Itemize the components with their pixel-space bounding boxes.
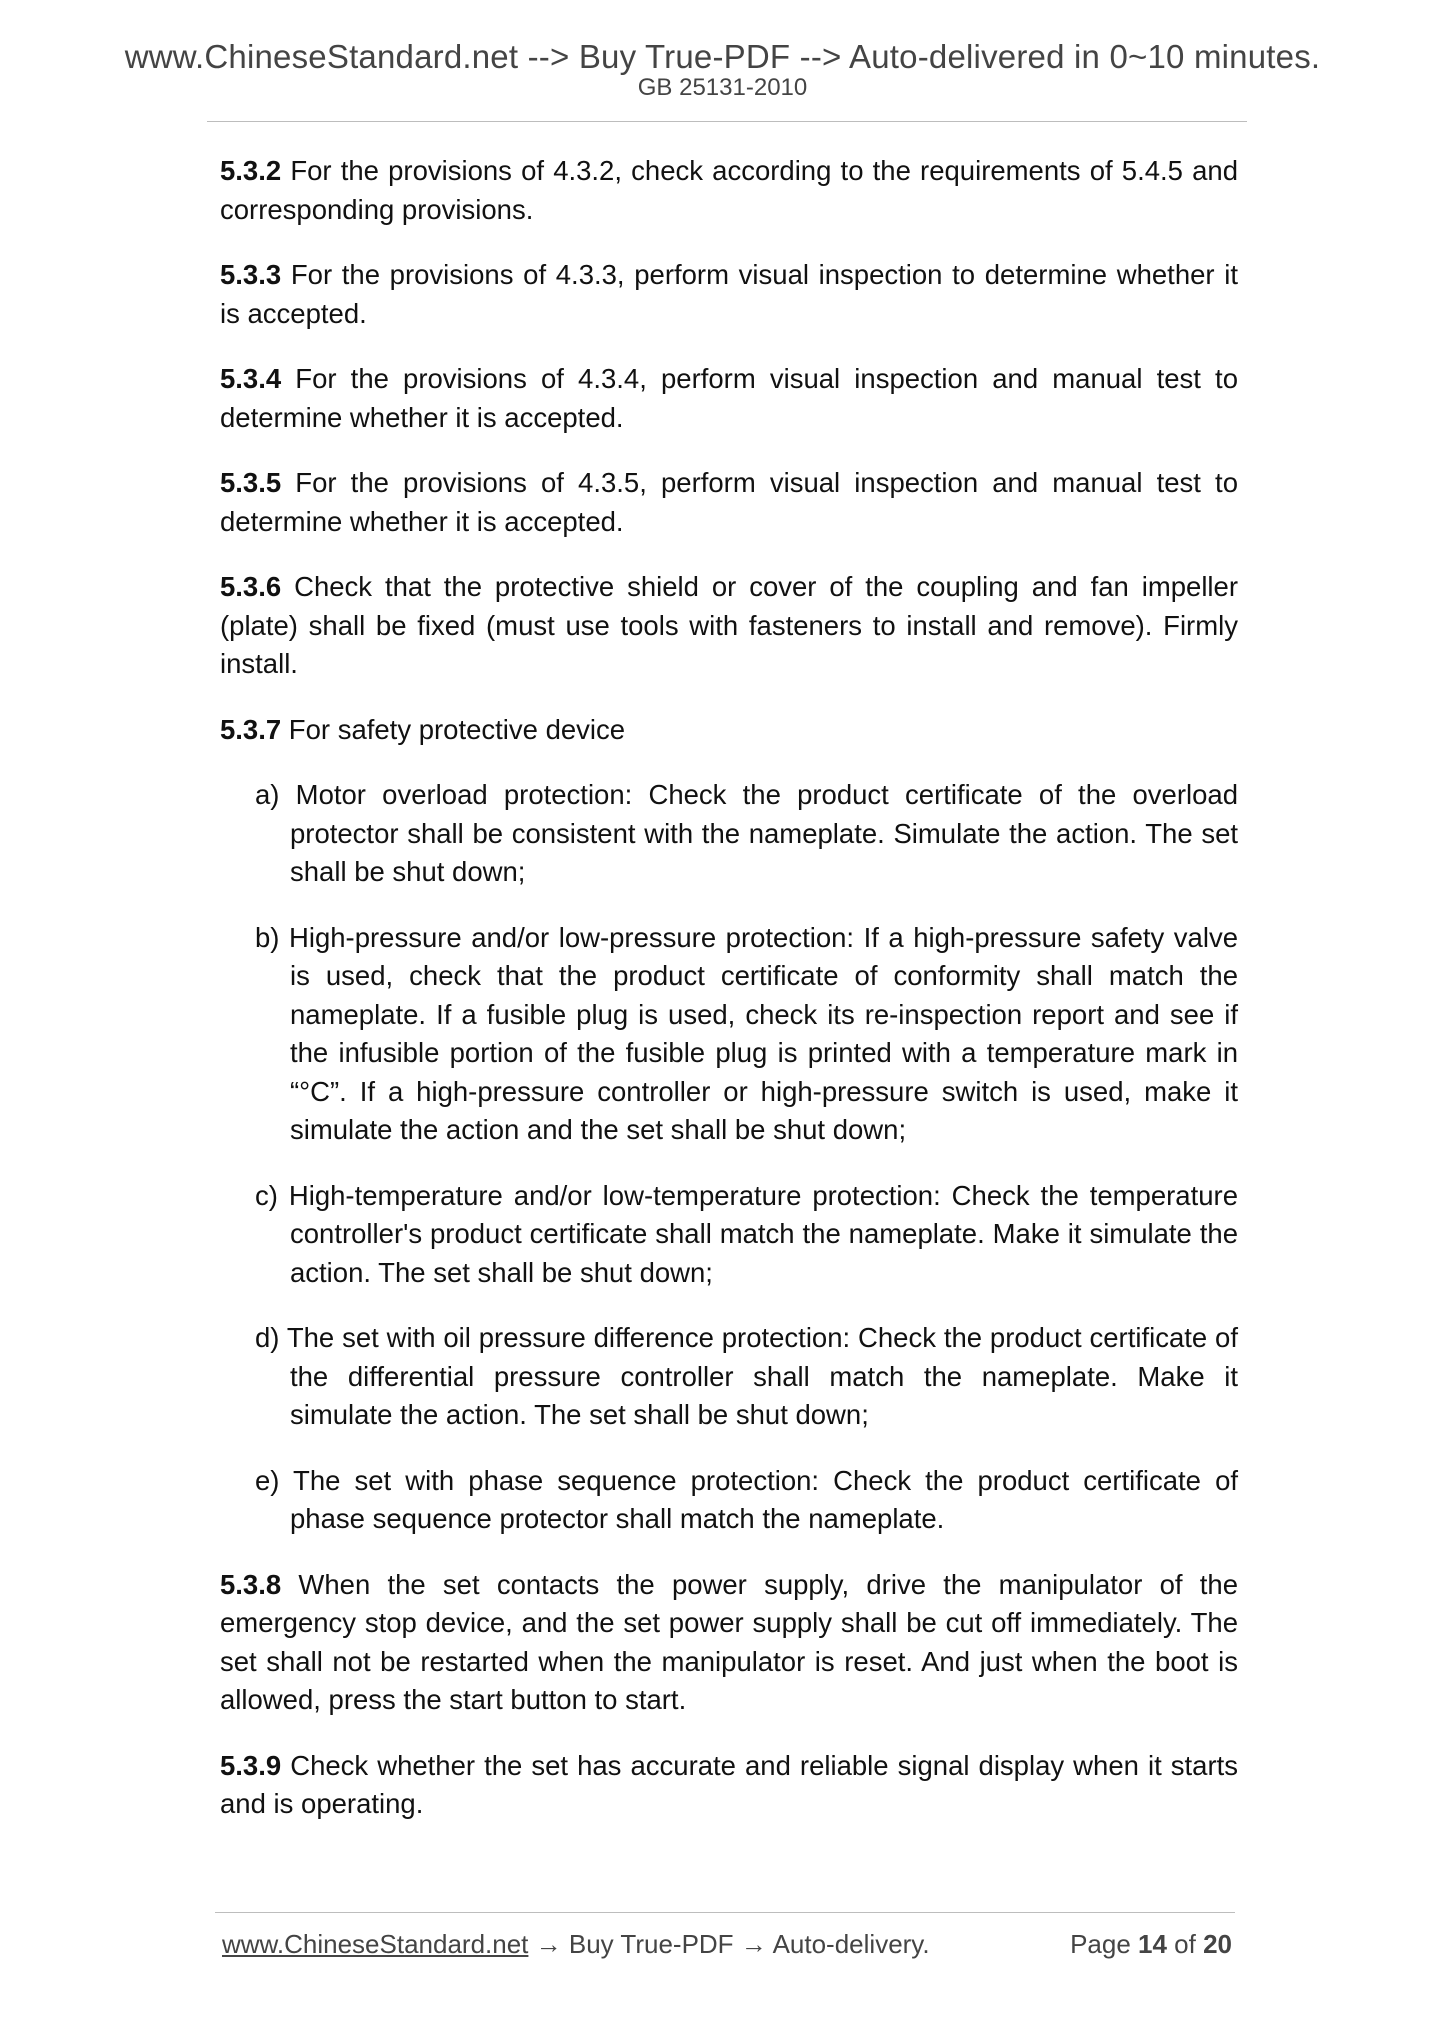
list-item-b: b) High-pressure and/or low-pressure protection: If a high-pressure safety valve is used, check that the product certificate of conformity shall match the nameplate. If a fusible plug is used, check its re-inspection report and see if the infusible portion of the fusible plug is printed with a temperature mark in “°C”. If a high-pressure controller or high-pressure switch is used, make it simulate the action and the set shall be shut down; bbox=[255, 921, 1238, 1145]
clause-5-3-8 bbox=[220, 1566, 1238, 1720]
list-item-a: a) Motor overload protection: Check the product certificate of the overload protector shall be consistent with the nameplate. Simulate the action. The set shall be shut down; bbox=[255, 779, 1238, 887]
clause-number: 5.3.3 bbox=[220, 259, 282, 290]
document-body bbox=[220, 152, 1238, 1851]
clause-text: When the set contacts the power supply, drive the manipulator of the emergency stop device, and the set power supply shall be cut off immediately. The set shall not be restarted when the manipulator is reset. And just when the boot is allowed, press the start button to start. bbox=[220, 1568, 1238, 1715]
clause-5-3-2 bbox=[220, 152, 1238, 229]
page-footer bbox=[222, 1929, 1232, 1960]
clause-5-3-3 bbox=[220, 256, 1238, 333]
list-item-c: c) High-temperature and/or low-temperature protection: Check the temperature controller's product certificate shall match the nameplate. Make it simulate the action. The set shall be shut down; bbox=[255, 1179, 1238, 1288]
clause-number: 5.3.6 bbox=[220, 571, 282, 602]
clause-number: 5.3.2 bbox=[220, 155, 282, 186]
list-item-e: e) The set with phase sequence protection: Check the product certificate of phase sequence protector shall match the nameplate. bbox=[255, 1464, 1238, 1534]
footer-site-link[interactable]: www.ChineseStandard.net bbox=[222, 1929, 529, 1959]
standard-code: GB 25131-2010 bbox=[637, 74, 808, 101]
header-divider bbox=[207, 121, 1247, 122]
clause-text: Check that the protective shield or cover of the coupling and fan impeller (plate) shall be fixed (must use tools with fasteners to install and remove). Firmly install. bbox=[220, 571, 1238, 679]
footer-tagline: → Buy True-PDF → Auto-delivery. bbox=[528, 1929, 930, 1959]
clause-number: 5.3.9 bbox=[220, 1749, 282, 1781]
clause-number: 5.3.8 bbox=[220, 1568, 282, 1600]
site-banner: www.ChineseStandard.net --> Buy True-PDF --> Auto-delivered in 0~10 minutes. bbox=[124, 38, 1321, 75]
clause-5-3-6 bbox=[220, 568, 1238, 684]
clause-text: Check whether the set has accurate and reliable signal display when it starts and is operating. bbox=[220, 1749, 1238, 1819]
page-total: 20 bbox=[1203, 1929, 1232, 1959]
clause-5-3-9 bbox=[220, 1747, 1238, 1824]
clause-text: For the provisions of 4.3.2, check according to the requirements of 5.4.5 and corresponding provisions. bbox=[220, 155, 1238, 225]
clause-text: For the provisions of 4.3.4, perform visual inspection and manual test to determine whether it is accepted. bbox=[220, 363, 1238, 433]
clause-text: For the provisions of 4.3.5, perform visual inspection and manual test to determine whether it is accepted. bbox=[220, 467, 1238, 537]
clause-number: 5.3.4 bbox=[220, 363, 282, 394]
clause-5-3-4 bbox=[220, 360, 1238, 437]
page-of-label: of bbox=[1166, 1929, 1204, 1959]
clause-number: 5.3.5 bbox=[220, 467, 282, 498]
clause-text: For the provisions of 4.3.3, perform visual inspection to determine whether it is accepted. bbox=[220, 259, 1238, 329]
page-current: 14 bbox=[1138, 1929, 1167, 1959]
clause-number: 5.3.7 bbox=[220, 713, 282, 745]
list-item-d: d) The set with oil pressure difference protection: Check the product certificate of the differential pressure controller shall match the nameplate. Make it simulate the action. The set shall be shut down; bbox=[255, 1322, 1238, 1430]
page-number bbox=[1070, 1929, 1232, 1960]
footer-divider bbox=[215, 1912, 1235, 1913]
clause-5-3-5 bbox=[220, 464, 1238, 541]
clause-text: For safety protective device bbox=[281, 713, 626, 745]
clause-5-3-7 bbox=[220, 711, 1238, 750]
page-label: Page bbox=[1070, 1929, 1139, 1959]
